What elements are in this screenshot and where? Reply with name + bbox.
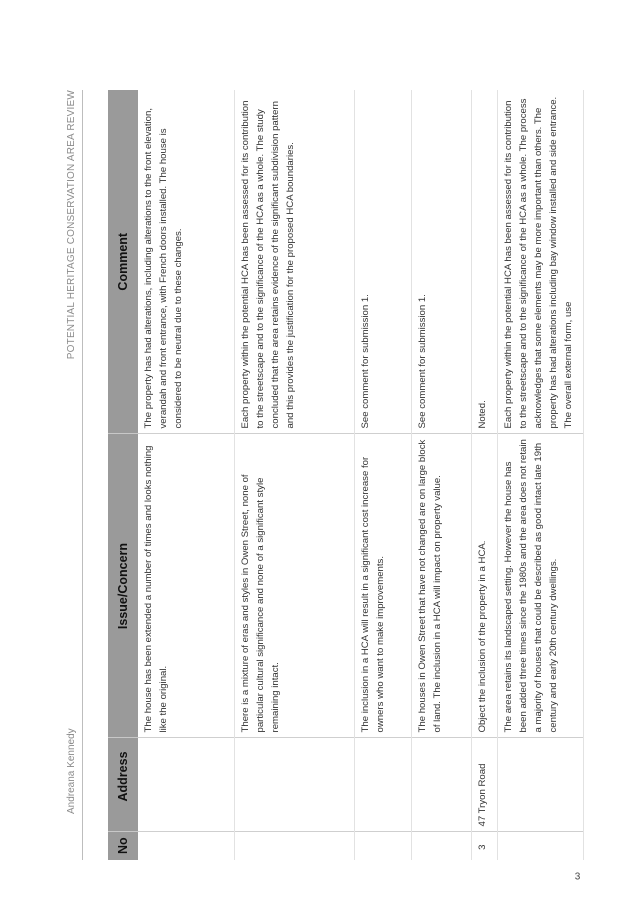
table-row [138,90,234,860]
row-address [234,738,354,832]
row-comment: See comment for submission 1. [411,90,471,434]
row-issue: The house has been extended a number of times and looks nothing like the original. [138,434,234,738]
row-address [138,738,234,832]
row-address [497,738,583,832]
row-no [411,832,471,860]
row-comment: The property has had alterations, including alterations to the front elevation, verandah and front entrance, with French doors installed. The house is considered to be neutral due to these changes. [138,90,234,434]
row-issue: The area retains its landscaped setting. However the house has been added three times since the 1980s and the area does not retain a majority of houses that could be described as good intact late 19th century and early 20th century dwellings. [497,434,583,738]
row-address [411,738,471,832]
column-header-comment: Comment [108,90,138,434]
header-author: Andreana Kennedy [66,728,77,814]
table-row [354,90,411,860]
row-no [138,832,234,860]
table-row [234,90,354,860]
row-comment: Each property within the potential HCA has been assessed for its contribution to the streetscape and to the significance of the HCA as a whole. The process acknowledges that some elements may be more important than others. The property has had alterations including bay window installed and side entrance. The overall external form, use [497,90,583,434]
row-comment: See comment for submission 1. [354,90,411,434]
column-header-issue: Issue/Concern [108,434,138,738]
row-issue: There is a mixture of eras and styles in Owen Street, none of particular cultural significance and none of a significant style remaining intact. [234,434,354,738]
rotated-landscape-content [66,90,581,883]
row-no [234,832,354,860]
row-no [497,832,583,860]
column-header-address: Address [108,738,138,832]
row-issue: Object the inclusion of the property in a HCA. [471,434,497,738]
header-rule [82,90,83,860]
submissions-table [108,90,584,860]
row-issue: The inclusion in a HCA will result in a significant cost increase for owners who want to make improvements. [354,434,411,738]
row-address [354,738,411,832]
row-no: 3 [471,832,497,860]
header-title: POTENTIAL HERITAGE CONSERVATION AREA REVIEW [66,90,77,360]
row-address: 47 Tryon Road [471,738,497,832]
row-issue: The houses in Owen Street that have not changed are on large block of land. The inclusion in a HCA will impact on property value. [411,434,471,738]
table-header-row [108,90,138,860]
row-comment: Noted. [471,90,497,434]
row-comment: Each property within the potential HCA has been assessed for its contribution to the streetscape and to the significance of the HCA as a whole. The study concluded that the area retains evidence of the significant subdivision pattern and this provides the justification for the proposed HCA boundaries. [234,90,354,434]
table-row [411,90,471,860]
page-number: 3 [574,871,581,883]
table-row [497,90,583,860]
row-no [354,832,411,860]
table-row [471,90,497,860]
column-header-no: No [108,832,138,860]
